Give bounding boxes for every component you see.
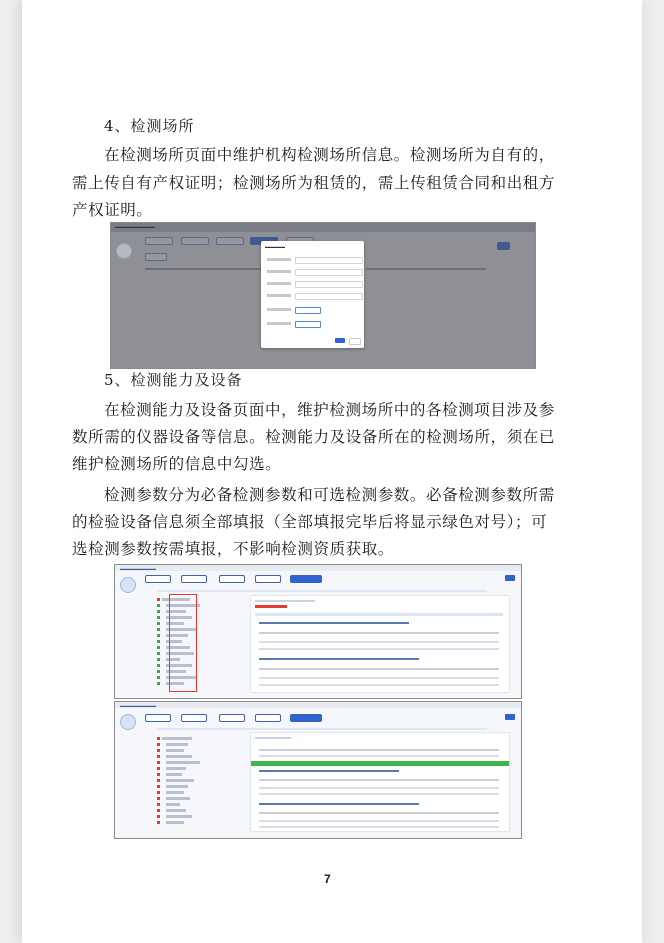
section-5-para2-line3: 选检测参数按需填报，不影响检测资质获取。 — [72, 540, 395, 558]
screenshot-subtab-bar — [157, 728, 487, 730]
section-5-heading: 5、检测能力及设备 — [104, 371, 243, 389]
platform-logo-icon — [120, 714, 136, 730]
screenshot-testing-site-modal — [110, 222, 536, 369]
screenshot-table-header — [366, 268, 486, 270]
screenshot-capability-equipment-1 — [114, 564, 522, 699]
screenshot-tab — [216, 237, 244, 245]
section-4-heading: 4、检测场所 — [104, 117, 195, 135]
platform-logo-icon — [120, 577, 136, 593]
screenshot-capability-equipment-2 — [114, 701, 522, 839]
page-number: 7 — [324, 872, 331, 886]
section-5-para1-line1: 在检测能力及设备页面中，维护检测场所中的各检测项目涉及参 — [104, 401, 555, 419]
section-4-line-2: 需上传自有产权证明；检测场所为租赁的，需上传租赁合同和出租方 — [72, 174, 556, 192]
screenshot-tab — [181, 575, 207, 583]
screenshot-tab — [219, 714, 245, 722]
modal-cancel-button — [349, 338, 361, 345]
platform-logo-icon — [116, 243, 132, 259]
screenshot-blue-button — [505, 575, 515, 581]
section-4-line-1: 在检测场所页面中维护机构检测场所信息。检测场所为自有的， — [104, 146, 555, 164]
section-5-para2-line2: 的检验设备信息须全部填报（全部填报完毕后将显示绿色对号）；可 — [72, 513, 548, 531]
modal-title: ▬▬▬▬▬ — [265, 244, 285, 249]
screenshot-parameter-tree — [157, 736, 245, 826]
screenshot-tab — [145, 575, 171, 583]
screenshot-app-title: ▬▬▬▬▬▬▬▬▬▬ — [115, 224, 155, 229]
screenshot-tab — [181, 714, 207, 722]
screenshot-red-highlight — [169, 594, 197, 692]
section-4-line-3: 产权证明。 — [72, 201, 153, 219]
screenshot-tab-active — [290, 714, 322, 722]
screenshot-blue-button — [497, 242, 510, 250]
screenshot-green-complete-bar — [251, 761, 509, 766]
screenshot-tab — [255, 575, 281, 583]
screenshot-tab-active — [290, 575, 322, 583]
section-5-para1-line2: 数所需的仪器设备等信息。检测能力及设备所在的检测场所，须在已 — [72, 428, 556, 446]
section-5-para1-line3: 维护检测场所的信息中勾选。 — [72, 455, 282, 473]
modal-upload-button — [295, 307, 321, 314]
screenshot-table-header — [145, 268, 265, 270]
screenshot-subtab-bar — [157, 590, 487, 592]
screenshot-add-button — [145, 253, 167, 261]
modal-confirm-button — [335, 338, 345, 343]
screenshot-title-bar — [111, 223, 535, 232]
screenshot-tab — [255, 714, 281, 722]
screenshot-tab — [145, 237, 173, 245]
screenshot-blue-button — [505, 714, 515, 720]
screenshot-app-title: ▬▬▬▬▬▬▬▬▬ — [120, 566, 156, 571]
screenshot-modal-dialog — [261, 241, 364, 348]
document-page — [22, 0, 642, 943]
screenshot-tab — [145, 714, 171, 722]
screenshot-tab — [181, 237, 209, 245]
screenshot-tab — [219, 575, 245, 583]
screenshot-main-panel — [250, 595, 510, 693]
screenshot-app-title: ▬▬▬▬▬▬▬▬▬ — [120, 703, 156, 708]
section-5-para2-line1: 检测参数分为必备检测参数和可选检测参数。必备检测参数所需 — [104, 486, 555, 504]
modal-upload-button — [295, 321, 321, 328]
screenshot-main-panel — [250, 732, 510, 832]
